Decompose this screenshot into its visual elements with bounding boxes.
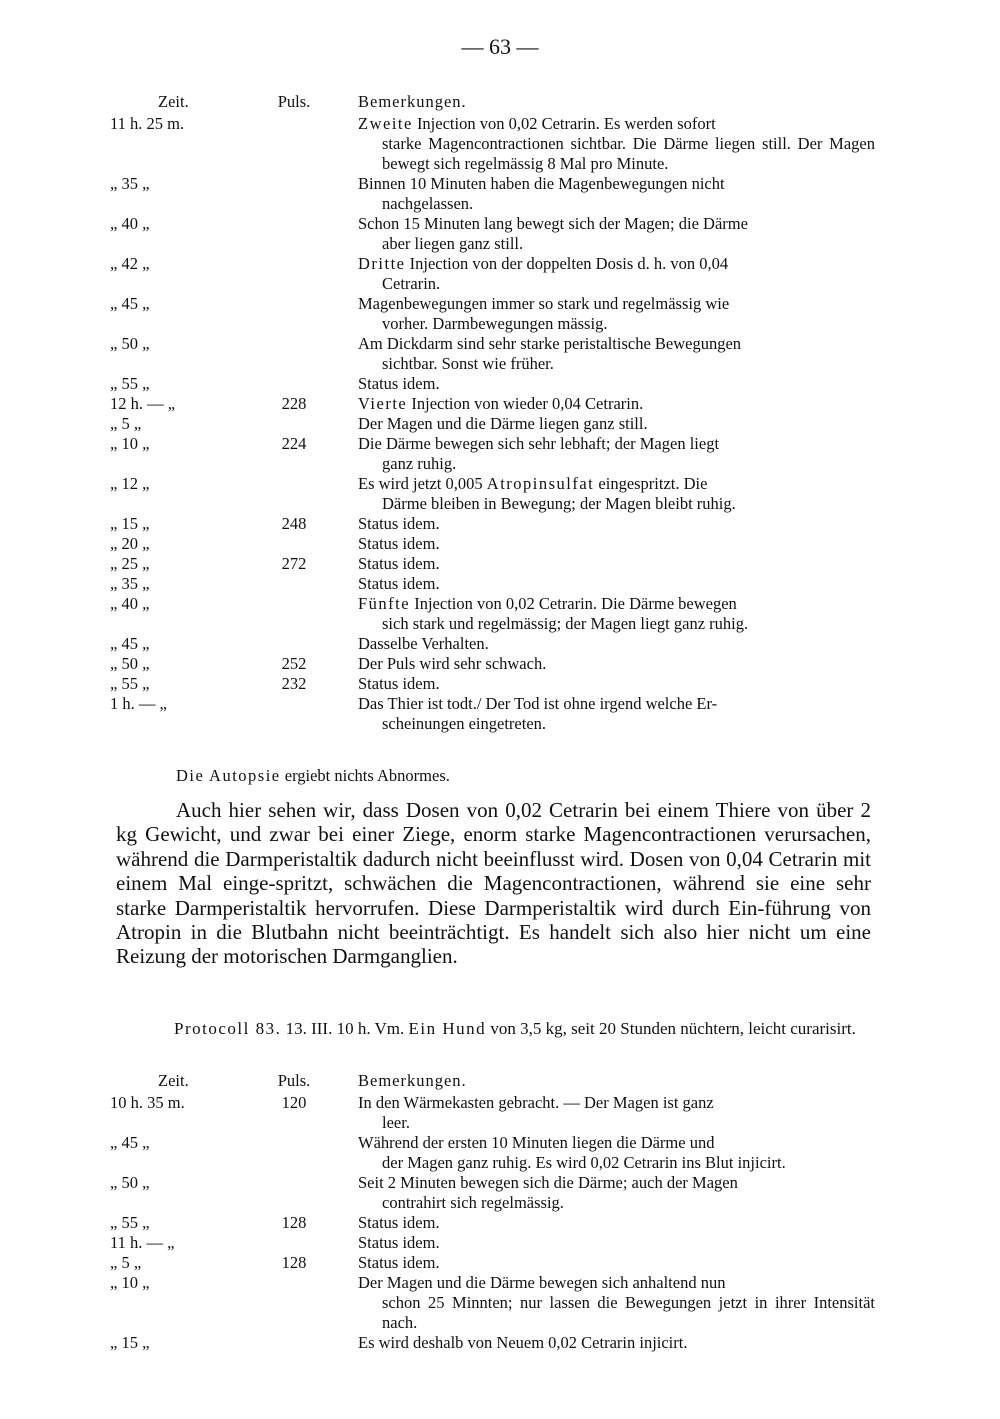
table-row	[110, 694, 875, 734]
remark-emphasis: Der Puls wird sehr schwach.	[358, 654, 547, 673]
pulse-cell: 128	[281, 1253, 307, 1272]
remark-emphasis: Während der ersten 10 Minuten liegen die Därme und	[358, 1133, 715, 1152]
remark-emphasis: Vierte	[358, 394, 408, 413]
remark-emphasis: Binnen 10 Minuten haben die Magenbewegungen nicht	[358, 174, 725, 193]
remark-cell	[358, 374, 875, 394]
pulse-cell	[230, 634, 358, 654]
autopsy-note	[176, 766, 450, 786]
time-cell: „ 45 „	[110, 1133, 150, 1152]
remark-cell	[358, 434, 875, 474]
pulse-cell	[230, 1333, 358, 1353]
remark-continuation: aber liegen ganz still.	[382, 234, 524, 253]
remark-cell	[358, 1273, 875, 1333]
remark-cell	[358, 114, 875, 174]
remark-cell	[358, 514, 875, 534]
header-time: Zeit.	[158, 1071, 189, 1090]
table-row	[110, 534, 875, 554]
time-cell: „ 15 „	[110, 514, 150, 533]
remark-emphasis: Injection von 0,02 Cetrarin. Die Därme bewegen	[414, 594, 737, 613]
table-row	[110, 514, 875, 534]
remark-emphasis: Status idem.	[358, 374, 440, 393]
pulse-cell	[230, 594, 358, 634]
time-cell: „ 50 „	[110, 1173, 150, 1192]
table-row	[110, 374, 875, 394]
header-pulse: Puls.	[277, 92, 311, 111]
table-row	[110, 654, 875, 674]
remark-cell	[358, 534, 875, 554]
remark-cell	[358, 1093, 875, 1133]
table-row	[110, 1093, 875, 1133]
table-row	[110, 294, 875, 334]
remark-cell	[358, 1133, 875, 1173]
time-cell: „ 20 „	[110, 534, 150, 553]
pulse-cell: 224	[281, 434, 307, 453]
remark-emphasis: Status idem.	[358, 574, 440, 593]
remark-emphasis: Das Thier ist todt./ Der Tod ist ohne irgend welche Er-	[358, 694, 718, 713]
header-remarks: Bemerkungen.	[358, 92, 467, 111]
time-cell: „ 50 „	[110, 654, 150, 673]
time-cell: „ 45 „	[110, 294, 150, 313]
pulse-cell	[230, 1133, 358, 1173]
remark-cell	[358, 334, 875, 374]
remark-cell	[358, 1213, 875, 1233]
remark-emphasis: Seit 2 Minuten bewegen sich die Därme; auch der Magen	[358, 1173, 738, 1192]
time-cell: „ 5 „	[110, 1253, 142, 1272]
pulse-cell: 120	[281, 1093, 307, 1112]
remark-emphasis: Injection von wieder 0,04 Cetrarin.	[411, 394, 644, 413]
remark-emphasis: Status idem.	[358, 554, 440, 573]
time-cell: „ 10 „	[110, 1273, 150, 1292]
remark-continuation: contrahirt sich regelmässig.	[382, 1193, 564, 1212]
remark-cell	[358, 574, 875, 594]
table-row	[110, 1233, 875, 1253]
remark-cell	[358, 414, 875, 434]
table-row	[110, 1273, 875, 1333]
remark-cell	[358, 474, 875, 514]
remark-continuation: ganz ruhig.	[382, 454, 457, 473]
protocol-heading	[116, 1019, 871, 1039]
time-cell: „ 55 „	[110, 1213, 150, 1232]
pulse-cell	[230, 374, 358, 394]
remark-emphasis: Injection von 0,02 Cetrarin. Es werden sofort	[416, 114, 716, 133]
pulse-cell	[230, 294, 358, 334]
remark-emphasis: Status idem.	[358, 514, 440, 533]
remark-emphasis: Es wird deshalb von Neuem 0,02 Cetrarin injicirt.	[358, 1333, 688, 1352]
table-row	[110, 394, 875, 414]
pulse-cell	[230, 334, 358, 374]
time-cell: „ 40 „	[110, 594, 150, 613]
table-row	[110, 334, 875, 374]
time-cell: „ 40 „	[110, 214, 150, 233]
remark-cell	[358, 214, 875, 254]
pulse-cell: 272	[281, 554, 307, 573]
remark-cell	[358, 554, 875, 574]
table-row	[110, 434, 875, 474]
table-row	[110, 554, 875, 574]
table-header	[110, 1071, 875, 1093]
pulse-cell: 228	[281, 394, 307, 413]
pulse-cell: 232	[281, 674, 307, 693]
pulse-cell: 128	[281, 1213, 307, 1232]
pulse-cell	[230, 574, 358, 594]
pulse-cell	[230, 254, 358, 294]
autopsy-note-emphasis: Die Autopsie	[176, 766, 281, 785]
remark-emphasis: Der Magen und die Därme bewegen sich anhaltend nun	[358, 1273, 726, 1292]
time-cell: „ 12 „	[110, 474, 150, 493]
observation-table-2	[110, 1071, 875, 1353]
time-cell: „ 5 „	[110, 414, 142, 433]
table-row	[110, 174, 875, 214]
protocol-date: 13. III. 10 h. Vm.	[285, 1019, 405, 1038]
pulse-cell	[230, 114, 358, 174]
pulse-cell: 248	[281, 514, 307, 533]
time-cell: 11 h. — „	[110, 1233, 175, 1252]
pulse-cell	[230, 1233, 358, 1253]
remark-cell	[358, 654, 875, 674]
table-row	[110, 114, 875, 174]
remark-emphasis: Schon 15 Minuten lang bewegt sich der Magen; die Därme	[358, 214, 748, 233]
table-row	[110, 574, 875, 594]
remark-continuation: sich stark und regelmässig; der Magen liegt ganz ruhig.	[382, 614, 749, 633]
protocol-subject: Ein Hund	[408, 1019, 487, 1038]
table-row	[110, 414, 875, 434]
time-cell: „ 35 „	[110, 574, 150, 593]
remark-continuation: leer.	[382, 1113, 410, 1132]
table-row	[110, 1133, 875, 1173]
remark-cell	[358, 1253, 875, 1273]
table-header	[110, 92, 875, 114]
table-row	[110, 1213, 875, 1233]
time-cell: 10 h. 35 m.	[110, 1093, 185, 1112]
remark-cell	[358, 294, 875, 334]
time-cell: „ 15 „	[110, 1333, 150, 1352]
remark-cell	[358, 594, 875, 634]
header-remarks: Bemerkungen.	[358, 1071, 467, 1090]
remark-continuation: vorher. Darmbewegungen mässig.	[382, 314, 608, 333]
remark-continuation: schon 25 Minnten; nur lassen die Bewegungen jetzt in ihrer Intensität nach.	[382, 1293, 875, 1332]
remark-cell	[358, 174, 875, 214]
remark-emphasis: Status idem.	[358, 1213, 440, 1232]
remark-cell	[358, 674, 875, 694]
time-cell: „ 10 „	[110, 434, 150, 453]
remark-cell	[358, 634, 875, 654]
time-cell: „ 35 „	[110, 174, 150, 193]
remark-continuation: sichtbar. Sonst wie früher.	[382, 354, 554, 373]
remark-emphasis: Am Dickdarm sind sehr starke peristaltische Bewegungen	[358, 334, 742, 353]
remark-emphasis: Status idem.	[358, 674, 440, 693]
remark-continuation: nachgelassen.	[382, 194, 474, 213]
remark-cell	[358, 1173, 875, 1213]
time-cell: „ 55 „	[110, 374, 150, 393]
remark-cell	[358, 1333, 875, 1353]
pulse-cell: 252	[281, 654, 307, 673]
remark-cell	[358, 394, 875, 414]
remark-continuation: scheinungen eingetreten.	[382, 714, 547, 733]
body-paragraph: Auch hier sehen wir, dass Dosen von 0,02 Cetrarin bei einem Thiere von über 2 kg Gewicht, und zwar bei einer Ziege, enorm starke Magencontractionen verursachen, während die Darmperistaltik dadurch nicht beeinflusst wird. Dosen von 0,04 Cetrarin mit einem Mal einge-spritzt, schwächen die Magencontractionen, während sie eine sehr starke Darmperistaltik hervorrufen. Diese Darmperistaltik wird durch Ein-führung von Atropin in die Blutbahn nicht beeinträchtigt. Es handelt sich also hier nicht um eine Reizung der motorischen Darmganglien.	[116, 798, 871, 969]
time-cell: 11 h. 25 m.	[110, 114, 185, 133]
time-cell: „ 55 „	[110, 674, 150, 693]
pulse-cell	[230, 1273, 358, 1333]
pulse-cell	[230, 414, 358, 434]
remark-emphasis: Injection von der doppelten Dosis d. h. von 0,04	[409, 254, 729, 273]
table-row	[110, 474, 875, 514]
pulse-cell	[230, 534, 358, 554]
remark-cell	[358, 254, 875, 294]
table-row	[110, 1253, 875, 1273]
table-row	[110, 594, 875, 634]
table-row	[110, 634, 875, 654]
remark-continuation: starke Magencontractionen sichtbar. Die Därme liegen still. Der Magen bewegt sich regelmässig 8 Mal pro Minute.	[382, 134, 875, 173]
table-row	[110, 214, 875, 254]
table-row	[110, 1333, 875, 1353]
time-cell: „ 25 „	[110, 554, 150, 573]
remark-emphasis: Zweite	[358, 114, 413, 133]
page-number: — 63 —	[461, 34, 539, 59]
pulse-cell	[230, 694, 358, 734]
autopsy-note-text: ergiebt nichts Abnormes.	[284, 766, 450, 785]
remark-emphasis: Die Därme bewegen sich sehr lebhaft; der Magen liegt	[358, 434, 720, 453]
remark-emphasis: Atropinsulfat	[486, 474, 595, 493]
time-cell: „ 42 „	[110, 254, 150, 273]
remark-emphasis: In den Wärmekasten gebracht. — Der Magen ist ganz	[358, 1093, 714, 1112]
table-row	[110, 674, 875, 694]
remark-cell	[358, 1233, 875, 1253]
remark-emphasis: Fünfte	[358, 594, 411, 613]
remark-emphasis: Der Magen und die Därme liegen ganz still.	[358, 414, 648, 433]
time-cell: 12 h. — „	[110, 394, 176, 413]
time-cell: „ 50 „	[110, 334, 150, 353]
remark-emphasis: Dasselbe Verhalten.	[358, 634, 489, 653]
remark-continuation: Därme bleiben in Bewegung; der Magen bleibt ruhig.	[382, 494, 736, 513]
header-time: Zeit.	[158, 92, 189, 111]
remark-emphasis: Dritte	[358, 254, 406, 273]
protocol-details: von 3,5 kg, seit 20 Stunden nüchtern, leicht curarisirt.	[490, 1019, 856, 1038]
remark-continuation: der Magen ganz ruhig. Es wird 0,02 Cetrarin ins Blut injicirt.	[382, 1153, 786, 1172]
time-cell: „ 45 „	[110, 634, 150, 653]
remark-continuation: Cetrarin.	[382, 274, 441, 293]
table-row	[110, 254, 875, 294]
pulse-cell	[230, 174, 358, 214]
header-pulse: Puls.	[277, 1071, 311, 1090]
remark-emphasis: Status idem.	[358, 534, 440, 553]
remark-emphasis: Es wird jetzt 0,005	[358, 474, 483, 493]
remark-emphasis: Status idem.	[358, 1233, 440, 1252]
time-cell: 1 h. — „	[110, 694, 167, 713]
pulse-cell	[230, 474, 358, 514]
remark-emphasis: Status idem.	[358, 1253, 440, 1272]
pulse-cell	[230, 214, 358, 254]
pulse-cell	[230, 1173, 358, 1213]
protocol-number: Protocoll 83.	[174, 1019, 282, 1038]
table-row	[110, 1173, 875, 1213]
observation-table-1	[110, 92, 875, 734]
remark-emphasis: eingespritzt. Die	[598, 474, 708, 493]
remark-cell	[358, 694, 875, 734]
remark-emphasis: Magenbewegungen immer so stark und regelmässig wie	[358, 294, 730, 313]
